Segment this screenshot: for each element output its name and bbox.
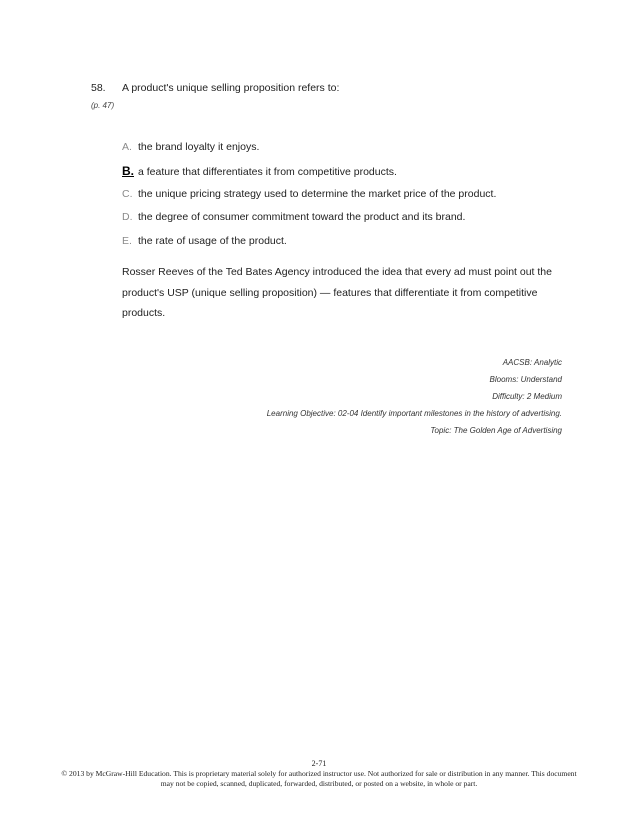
question-text: A product's unique selling proposition refers to: xyxy=(122,82,340,94)
option-text: the unique pricing strategy used to determine the market price of the product. xyxy=(138,187,497,200)
option-letter: A. xyxy=(122,141,132,153)
answer-explanation: Rosser Reeves of the Ted Bates Agency introduced the idea that every ad must point out the product's USP (unique selling proposition) — features that differentiate it from competitive products. xyxy=(122,266,552,319)
option-text: a feature that differentiates it from competitive products. xyxy=(138,166,397,179)
question-metadata xyxy=(267,354,562,439)
option-c xyxy=(122,188,496,211)
option-e xyxy=(122,235,496,258)
option-letter: E. xyxy=(122,234,132,247)
answer-options xyxy=(122,141,496,258)
learning-objective-tag: Learning Objective: 02-04 Identify important milestones in the history of advertising. xyxy=(266,409,562,418)
question-number: 58. xyxy=(91,82,106,94)
option-d xyxy=(122,211,496,234)
option-text: the brand loyalty it enjoys. xyxy=(138,141,260,153)
option-text: the rate of usage of the product. xyxy=(138,234,287,247)
option-letter: D. xyxy=(122,211,133,224)
topic-tag: Topic: The Golden Age of Advertising xyxy=(430,426,562,435)
option-letter: C. xyxy=(122,187,133,200)
question-page-reference: (p. 47) xyxy=(91,101,115,110)
difficulty-tag: Difficulty: 2 Medium xyxy=(492,392,562,401)
copyright-notice: © 2013 by McGraw-Hill Education. This is proprietary material solely for authorized instructor use. Not authorized for sale or distribution in any manner. This document may not be copied, scanned, duplicated, forwarded, distributed, or posted on a website, in whole or part. xyxy=(61,769,577,788)
option-text: the degree of consumer commitment toward the product and its brand. xyxy=(138,211,466,224)
option-b-correct xyxy=(122,164,496,187)
blooms-tag: Blooms: Understand xyxy=(489,375,562,384)
option-letter-correct: B. xyxy=(122,164,134,179)
aacsb-tag: AACSB: Analytic xyxy=(502,358,562,367)
option-a xyxy=(122,141,496,164)
page-number: 2-71 xyxy=(311,759,327,768)
